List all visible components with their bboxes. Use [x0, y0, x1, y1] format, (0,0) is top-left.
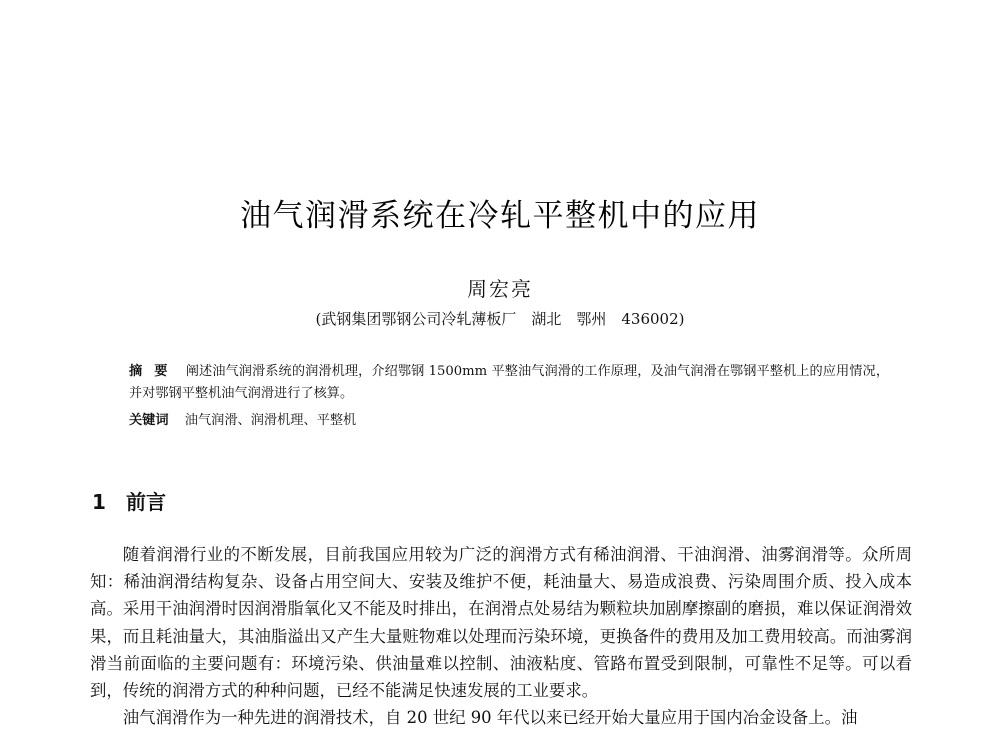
abstract-text: 阐述油气润滑系统的润滑机理，介绍鄂钢 1500mm 平整油气润滑的工作原理，及油气润滑在鄂钢平整机上的应用情况，并对鄂钢平整机油气润滑进行了核算。	[129, 364, 890, 401]
keywords-label: 关键词	[129, 413, 169, 428]
abstract-label: 摘要	[129, 364, 180, 379]
body-paragraph: 油气润滑作为一种先进的润滑技术，自 20 世纪 90 年代以来已经开始大量应用于国内冶金设备上。油	[122, 708, 858, 728]
section-number: 1	[92, 490, 106, 514]
section-heading	[92, 488, 166, 516]
paper-title: 油气润滑系统在冷轧平整机中的应用	[240, 198, 760, 234]
keywords-text: 油气润滑、润滑机理、平整机	[184, 413, 357, 428]
abstract	[129, 361, 889, 405]
author-affiliation: (武钢集团鄂钢公司冷轧薄板厂 湖北 鄂州 436002)	[315, 310, 685, 328]
body-paragraph: 随着润滑行业的不断发展，目前我国应用较为广泛的润滑方式有稀油润滑、干油润滑、油雾润滑等。众所周知：稀油润滑结构复杂、设备占用空间大、安装及维护不便，耗油量大、易造成浪费、污染周围介质、投入成本高。采用干油润滑时因润滑脂氧化又不能及时排出，在润滑点处易结为颗粒块加剧摩擦副的磨损，难以保证润滑效果，而且耗油量大，其油脂溢出又产生大量赃物难以处理而污染环境，更换备件的费用及加工费用较高。而油雾润滑当前面临的主要问题有：环境污染、供油量难以控制、油液粘度、管路布置受到限制，可靠性不足等。可以看到，传统的润滑方式的种种问题，已经不能满足快速发展的工业要求。	[90, 545, 912, 701]
section-title: 前言	[126, 490, 166, 514]
keywords	[129, 410, 889, 432]
section-body	[90, 541, 912, 731]
author-name: 周宏亮	[467, 277, 533, 301]
